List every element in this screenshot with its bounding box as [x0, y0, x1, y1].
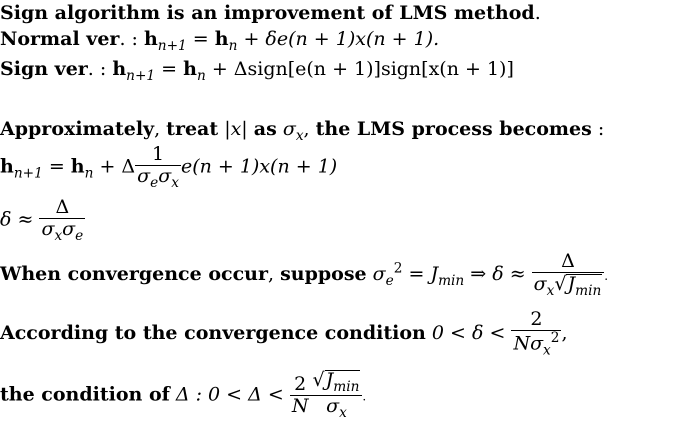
- l8-den-sup: 2: [550, 330, 560, 346]
- line-6: [0, 198, 85, 243]
- l7-den: σ: [533, 273, 547, 295]
- vec-h2: h: [214, 28, 229, 50]
- l5-lhs-sub: n+1: [13, 165, 43, 182]
- according-text: According to the convergence condition: [0, 322, 426, 344]
- l5-rhs-sub: n: [84, 165, 94, 182]
- approx-text: Approximately: [0, 118, 155, 140]
- l5-num: 1: [135, 145, 181, 166]
- l9-den1: N: [291, 394, 309, 417]
- l6-den2-sub: e: [75, 227, 84, 244]
- l9-fraction1: [290, 372, 311, 417]
- l8-den-sub: x: [543, 342, 551, 359]
- intro-text: Sign algorithm is an improvement of LMS method: [0, 2, 535, 24]
- sign-label: Sign ver: [0, 58, 88, 80]
- abs-x: |x|: [224, 118, 248, 140]
- l7-sqrt: $√J_{min}$: [554, 273, 602, 299]
- l9-num1: 2: [290, 375, 311, 396]
- l7-sigma: σ: [372, 263, 386, 286]
- l9-sqrt: $√J_{min}$: [312, 369, 360, 395]
- l9-sqrt-sub: min: [333, 378, 360, 395]
- l7-sigma-sub: e: [385, 273, 394, 290]
- line-2: Normal ver. : $h_{n+1} = h_n + \delta e(n + 1)x(n + 1)$.: [0, 28, 440, 54]
- l6-den1-sub: x: [54, 227, 63, 244]
- sub-nb: n: [196, 67, 206, 84]
- line-3: Sign ver. : $h_{n+1} = h_n$ + Δsign[e(n + 1)]sign[x(n + 1)]: [0, 58, 514, 84]
- l7-eq: = J: [408, 263, 439, 286]
- sub-n: n: [228, 37, 238, 54]
- normal-eq-rest: + δe(n + 1)x(n + 1).: [243, 28, 440, 50]
- l6-den2: σ: [62, 218, 76, 240]
- l7-sigma-sup: 2: [393, 260, 403, 277]
- l7-eq-sub: min: [438, 273, 465, 290]
- l5-fraction: [135, 145, 181, 190]
- l6-num: Δ: [39, 198, 85, 219]
- sigma-sub: x: [295, 127, 304, 144]
- l6-fraction: [39, 198, 85, 243]
- line-1: Sign algorithm is an improvement of LMS method.: [0, 2, 541, 24]
- l8-ineq: 0 < δ <: [431, 322, 506, 344]
- sub-n1b: n+1: [126, 67, 156, 84]
- l7-den-sub: x: [546, 282, 555, 299]
- l5-den1-sub: e: [150, 174, 159, 191]
- l5-den2-sub: x: [171, 174, 179, 191]
- l5-rest: e(n + 1)x(n + 1): [180, 155, 338, 178]
- l8-den: Nσ: [513, 332, 544, 355]
- l8-num: 2: [511, 310, 561, 331]
- l9-den2-sub: x: [339, 405, 347, 422]
- line-4: Approximately, treat |x| as $\sigma_x$, the LMS process becomes :: [0, 118, 605, 144]
- line-8: According to the convergence condition 0 < δ < $\frac{2}{N\sigma_x^2}$ ,: [0, 308, 568, 359]
- vec-h: h: [143, 28, 158, 50]
- l6-den1: σ: [41, 218, 55, 240]
- condition-text: the condition of: [0, 383, 170, 406]
- l5-den1: σ: [137, 165, 151, 187]
- l9-sqrt-body: J: [325, 369, 334, 391]
- l7-sqrt-body: J: [567, 273, 576, 295]
- l7-fraction: [532, 252, 605, 298]
- l6-lhs: δ ≈: [0, 208, 34, 231]
- l7-implies: ⇒ δ ≈: [470, 263, 526, 286]
- sigma: σ: [282, 118, 296, 140]
- line-7: When convergence occur, suppose $\sigma_e^2 = J_{min}$ ⇒ δ ≈ $\frac{\Delta}{\sigma_x√J_{min}}$ .: [0, 250, 609, 299]
- as-text: as: [253, 118, 277, 140]
- l9-den2: σ: [326, 395, 340, 418]
- normal-label: Normal ver: [0, 28, 120, 50]
- line-9: the condition of Δ : 0 < Δ < $\frac{2}{N}$ $\frac{√J_{min}}{\sigma_x}$ .: [0, 369, 367, 422]
- process-text: the LMS process becomes: [315, 118, 592, 140]
- sign-eq-rest: + Δsign[e(n + 1)]sign[x(n + 1)]: [211, 58, 514, 80]
- l9-ineq: Δ : 0 < Δ <: [175, 383, 284, 406]
- treat-text: treat: [166, 118, 219, 140]
- suppose-text: suppose: [280, 263, 367, 286]
- convergence-text: When convergence occur: [0, 263, 268, 286]
- l5-den2: σ: [158, 165, 172, 187]
- line-5: $h_{n+1} = h_n + \Delta$ $\frac{1}{\sigma_e\sigma_x}$ e(n + 1)x(n + 1): [0, 143, 338, 191]
- l8-fraction: [511, 310, 561, 358]
- l7-num: Δ: [532, 252, 605, 273]
- l9-fraction2: [311, 370, 363, 421]
- l7-sqrt-sub: min: [575, 282, 602, 299]
- sub-n1: n+1: [157, 37, 187, 54]
